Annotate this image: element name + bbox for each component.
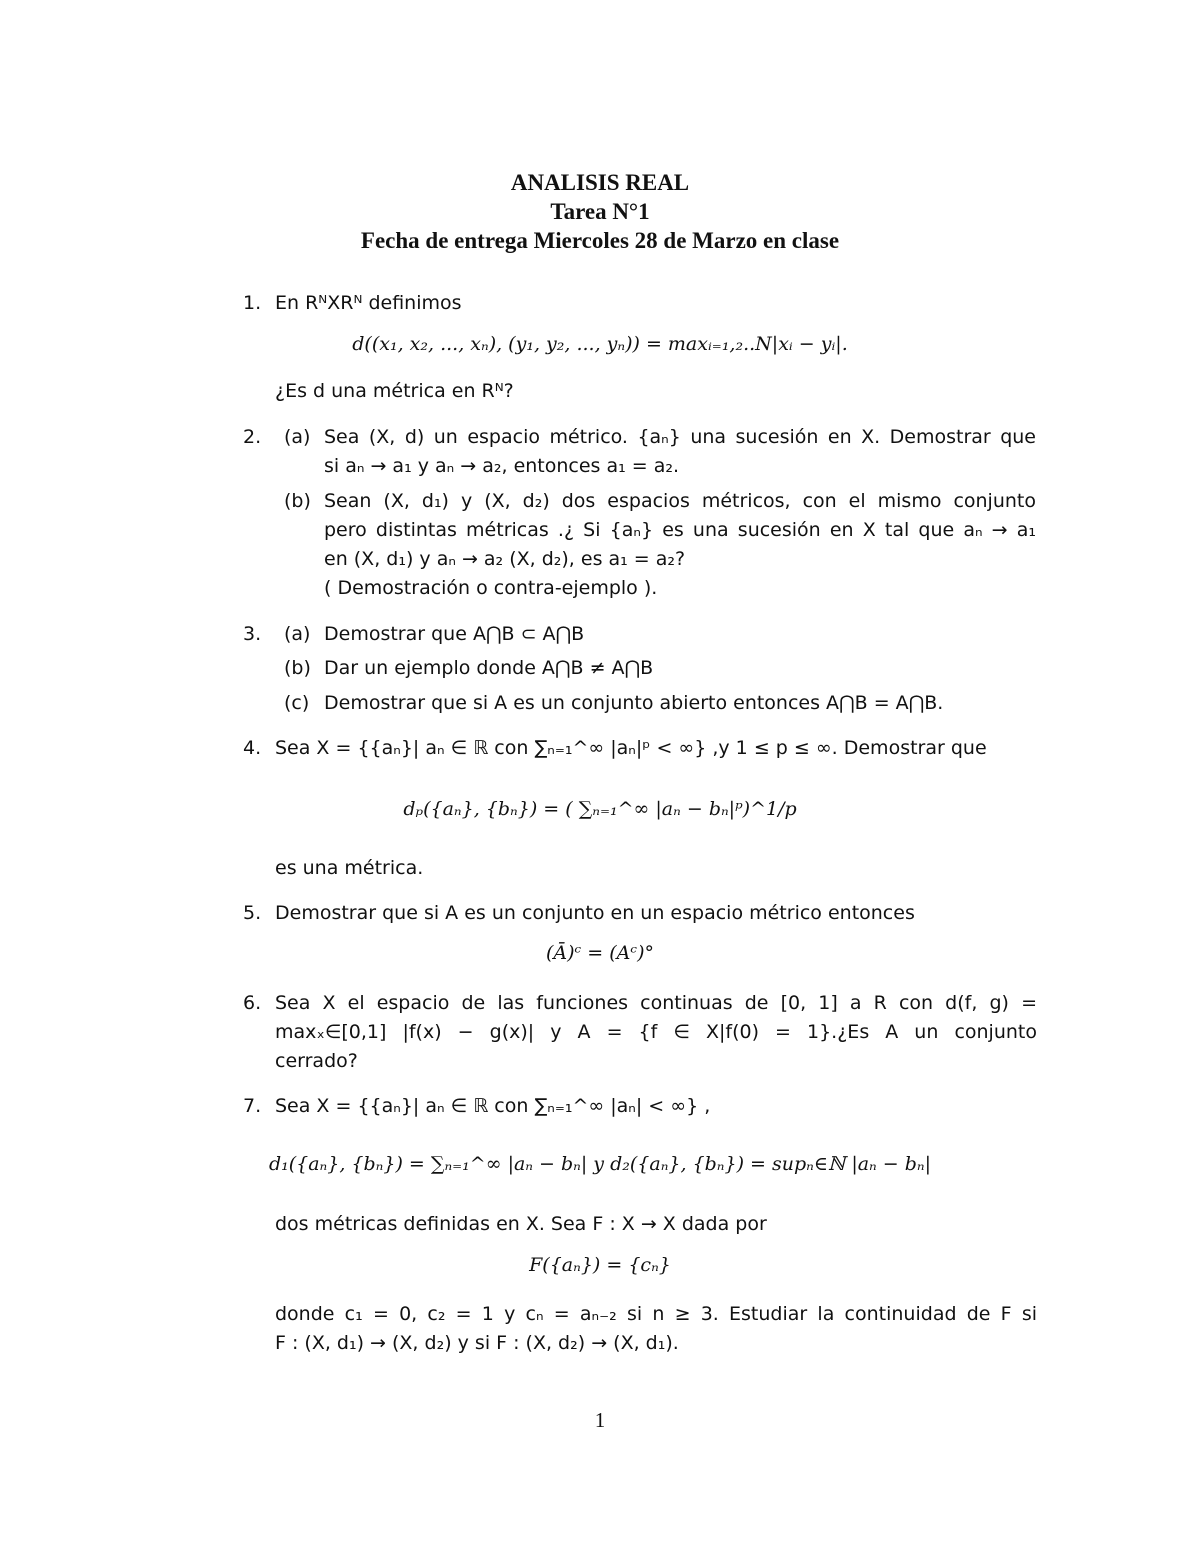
problem-number: 3. bbox=[243, 623, 262, 645]
problem-text: dos métricas definidas en X. Sea F : X → X dada por bbox=[275, 1213, 767, 1235]
problem-number: 7. bbox=[243, 1095, 262, 1117]
problem-text: es una métrica. bbox=[275, 857, 424, 879]
problem-text: Dar un ejemplo donde A⋂B ≠ A⋂B bbox=[324, 657, 654, 679]
subpart-label: (c) bbox=[284, 692, 310, 714]
subpart-label: (a) bbox=[284, 623, 311, 645]
problem-text: Sea (X, d) un espacio métrico. {aₙ} una sucesión en X. Demostrar que bbox=[324, 426, 1036, 448]
problem-text: Sea X = {{aₙ}| aₙ ∈ ℝ con ∑ₙ₌₁^∞ |aₙ|ᵖ < ∞} ,y 1 ≤ p ≤ ∞. Demostrar que bbox=[275, 737, 987, 759]
assignment-title: Tarea N°1 bbox=[550, 199, 650, 224]
problem-text: Sea X = {{aₙ}| aₙ ∈ ℝ con ∑ₙ₌₁^∞ |aₙ| < ∞} , bbox=[275, 1095, 711, 1117]
equation: dₚ({aₙ}, {bₙ}) = ( ∑ₙ₌₁^∞ |aₙ − bₙ|ᵖ)^1/p bbox=[403, 798, 797, 820]
problem-text: en (X, d₁) y aₙ → a₂ (X, d₂), es a₁ = a₂? bbox=[324, 548, 686, 570]
equation: (Ā)ᶜ = (Aᶜ)° bbox=[546, 942, 654, 964]
subpart-label: (b) bbox=[284, 657, 311, 679]
subpart-label: (b) bbox=[284, 490, 311, 512]
problem-number: 2. bbox=[243, 426, 262, 448]
problem-text: ( Demostración o contra-ejemplo ). bbox=[324, 577, 658, 599]
problem-text: Sean (X, d₁) y (X, d₂) dos espacios métricos, con el mismo conjunto bbox=[324, 490, 1036, 512]
problem-text: pero distintas métricas .¿ Si {aₙ} es una sucesión en X tal que aₙ → a₁ bbox=[324, 519, 1036, 541]
problem-text: Demostrar que si A es un conjunto abierto entonces A⋂B = A⋂B. bbox=[324, 692, 944, 714]
problem-number: 4. bbox=[243, 737, 262, 759]
problem-number: 6. bbox=[243, 992, 262, 1014]
problem-number: 1. bbox=[243, 292, 262, 314]
problem-text: cerrado? bbox=[275, 1050, 358, 1072]
equation: d((x₁, x₂, ..., xₙ), (y₁, y₂, ..., yₙ)) = maxᵢ₌₁,₂..N|xᵢ − yᵢ|. bbox=[352, 333, 848, 355]
problem-text: Demostrar que si A es un conjunto en un espacio métrico entonces bbox=[275, 902, 915, 924]
problem-text: Demostrar que A⋂B ⊂ A⋂B bbox=[324, 623, 585, 645]
problem-text: donde c₁ = 0, c₂ = 1 y cₙ = aₙ₋₂ si n ≥ 3. Estudiar la continuidad de F si bbox=[275, 1303, 1037, 1325]
problem-text: ¿Es d una métrica en Rᴺ? bbox=[275, 380, 514, 402]
problem-text: En RᴺXRᴺ definimos bbox=[275, 292, 462, 314]
equation: d₁({aₙ}, {bₙ}) = ∑ₙ₌₁^∞ |aₙ − bₙ| y d₂({aₙ}, {bₙ}) = supₙ∈ℕ |aₙ − bₙ| bbox=[268, 1153, 932, 1175]
page-number: 1 bbox=[594, 1408, 606, 1432]
problem-text: F : (X, d₁) → (X, d₂) y si F : (X, d₂) → (X, d₁). bbox=[275, 1332, 679, 1354]
course-title: ANALISIS REAL bbox=[510, 170, 690, 195]
problem-text: si aₙ → a₁ y aₙ → a₂, entonces a₁ = a₂. bbox=[324, 455, 680, 477]
problem-text: Sea X el espacio de las funciones continuas de [0, 1] a R con d(f, g) = bbox=[275, 992, 1037, 1014]
due-date: Fecha de entrega Miercoles 28 de Marzo en clase bbox=[360, 228, 840, 253]
equation: F({aₙ}) = {cₙ} bbox=[529, 1254, 671, 1276]
subpart-label: (a) bbox=[284, 426, 311, 448]
problem-number: 5. bbox=[243, 902, 262, 924]
problem-text: maxₓ∈[0,1] |f(x) − g(x)| y A = {f ∈ X|f(0) = 1}.¿Es A un conjunto bbox=[275, 1021, 1037, 1043]
